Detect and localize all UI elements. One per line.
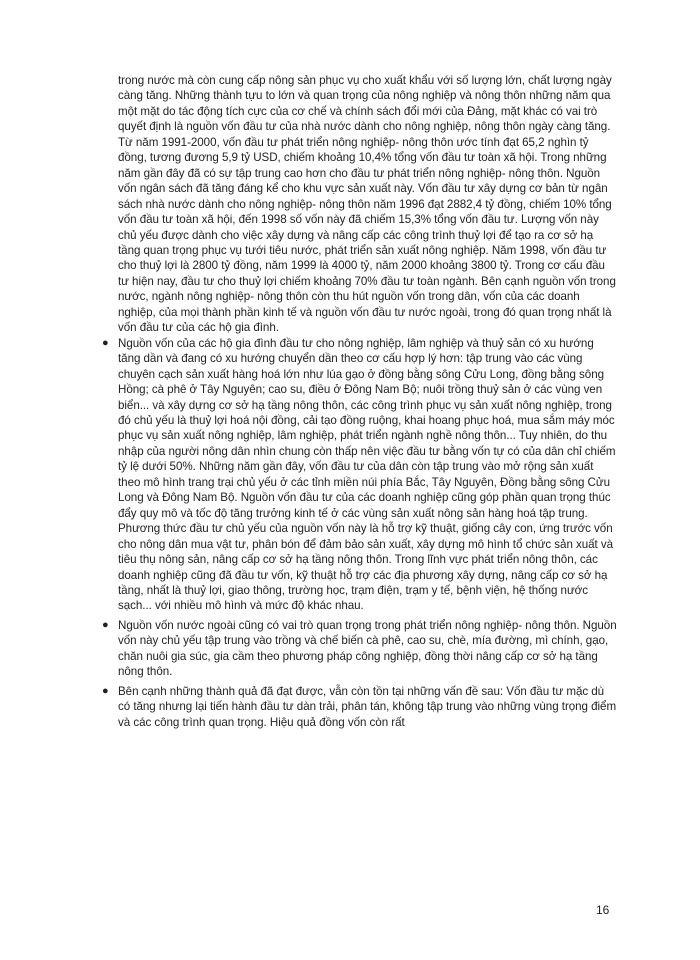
intro-paragraph: trong nước mà còn cung cấp nông sản phục vụ cho xuất khẩu với số lượng lớn, chất lượng ngày càng tăng. Những thành tựu to lớn và quan trọng của nông nghiệp và nông thôn những năm qua một mặt do tác động tích cực của cơ chế và chính sách đổi mới của Đảng, mặt khác có vai trò quyết định là nguồn vốn đầu tư của nhà nước dành cho nông nghiệp, nông thôn ngày càng tăng. Từ năm 1991-2000, vốn đầu tư phát triển nông nghiệp- nông thôn ước tính đạt 65,2 nghìn tỷ đồng, tương đương 5,9 tỷ USD, chiếm khoảng 10,4% tổng vốn đầu tư toàn xã hội. Trong những năm gần đây đã có sự tập trung cao hơn cho đầu tư phát triển nông nghiệp- nông thôn. Nguồn vốn ngân sách đã tăng đáng kể cho khu vực sản xuất này. Vốn đầu tư xây dựng cơ bản từ ngân sách nhà nước dành cho nông nghiệp- nông thôn năm 1996 đạt 2882,4 tỷ đồng, chiếm 10% tổng vốn đầu tư toàn xã hội, đến 1998 số vốn này đã chiếm 15,3% tổng vốn đầu tư. Lượng vốn này chủ yếu được dành cho việc xây dựng và nâng cấp các công trình thuỷ lợi để tạo ra cơ sở hạ tầng quan trọng phục vụ tưới tiêu nước, phát triển sản xuất nông nghiệp. Năm 1998, vốn đầu tư cho thuỷ lợi là 2800 tỷ đồng, năm 1999 là 4000 tỷ, năm 2000 khoảng 3800 tỷ. Trong cơ cấu đầu tư hiện nay, đầu tư cho thuỷ lợi chiếm khoảng 70% đầu tư toàn ngành. Bên cạnh nguồn vốn trong nước, ngành nông nghiệp- nông thôn còn thu hút nguồn vốn trong dân, vốn của các doanh nghiệp, của mọi thành phần kinh tế và nguồn vốn đầu tư nước ngoài, trong đó quan trọng nhất là vốn đầu tư của các hộ gia đình. xyxy=(118,74,616,335)
bullet-dot-icon: ● xyxy=(102,684,109,697)
bullet-dot-icon: ● xyxy=(102,336,109,349)
bullet-dot-icon: ● xyxy=(102,618,109,631)
page-body xyxy=(102,73,618,734)
bullet-list xyxy=(102,336,618,730)
bullet-text: Nguồn vốn của các hộ gia đình đầu tư cho nông nghiệp, lâm nghiệp và thuỷ sản có xu hướng tăng dần và đang có xu hướng chuyển dần theo cơ cấu hợp lý hơn: tập trung vào các vùng chuyên cạch sản xuất hàng hoá lớn như lúa gạo ở đồng bằng sông Cửu Long, đồng bằng sông Hồng; cà phê ở Tây Nguyên; cao su, điều ở Đông Nam Bộ; nuôi trồng thuỷ sản ở các vùng ven biển... và xây dựng cơ sở hạ tầng nông thôn, các công trình phục vụ sản xuất nông nghiệp, trong đó chủ yếu là thuỷ lợi hoá nội đồng, cải tạo đồng ruộng, khai hoang phục hoá, mua sắm máy móc phục vụ sản xuất nông nghiệp, lâm nghiệp, phát triển ngành nghề nông thôn... Tuy nhiên, do thu nhập của người nông dân nhìn chung còn thấp nên việc đầu tư bằng vốn tự có của dân chỉ chiếm tỷ lệ dưới 50%. Những năm gần đây, vốn đầu tư của dân còn tập trung vào mở rộng sản xuất theo mô hình trang trại chủ yếu ở các tỉnh miền núi phía Bắc, Tây Nguyên, Đồng bằng sông Cửu Long và Đông Nam Bộ. Nguồn vốn đầu tư của các doanh nghiệp cũng góp phần quan trọng thúc đẩy quy mô và tốc độ tăng trưởng kinh tế ở các vùng sản xuất nông sản hàng hoá tập trung. Phương thức đầu tư chủ yếu của nguồn vốn này là hỗ trợ kỹ thuật, giống cây con, ứng trước vốn cho nông dân mua vật tư, phân bón để đảm bảo sản xuất, xây dựng mô hình tổ chức sản xuất và tiêu thụ nông sản, nâng cấp cơ sở hạ tầng nông thôn. Trong lĩnh vực phát triển nông thôn, các doanh nghiệp cũng đã đầu tư vốn, kỹ thuật hỗ trợ các địa phương xây dựng, nâng cấp cơ sở hạ tầng, nhất là thuỷ lợi, giao thông, trường học, trạm điện, trạm y tế, bệnh viện, hệ thống nước sạch... với nhiều mô hình và mức độ khác nhau. xyxy=(118,336,616,613)
list-item xyxy=(102,336,618,614)
list-item xyxy=(102,684,618,730)
page-number: 16 xyxy=(596,903,610,917)
bullet-text: Bên cạnh những thành quả đã đạt được, vẫn còn tồn tại những vấn đề sau: Vốn đầu tư mặc dù có tăng nhưng lại tiến hành đầu tư dàn trải, phân tán, không tập trung vào những vùng trọng điểm và các công trình quan trọng. Hiệu quả đồng vốn còn rất xyxy=(118,684,617,729)
list-item xyxy=(102,618,618,680)
bullet-text: Nguồn vốn nước ngoài cũng có vai trò quan trọng trong phát triển nông nghiệp- nông thôn. Nguồn vốn này chủ yếu tập trung vào trồng và chế biến cà phê, cao su, chè, mía đường, mì chính, gạo, chăn nuôi gia súc, gia cầm theo phương pháp công nghiệp, đồng thời nâng cấp cơ sở hạ tầng nông thôn. xyxy=(118,618,617,679)
